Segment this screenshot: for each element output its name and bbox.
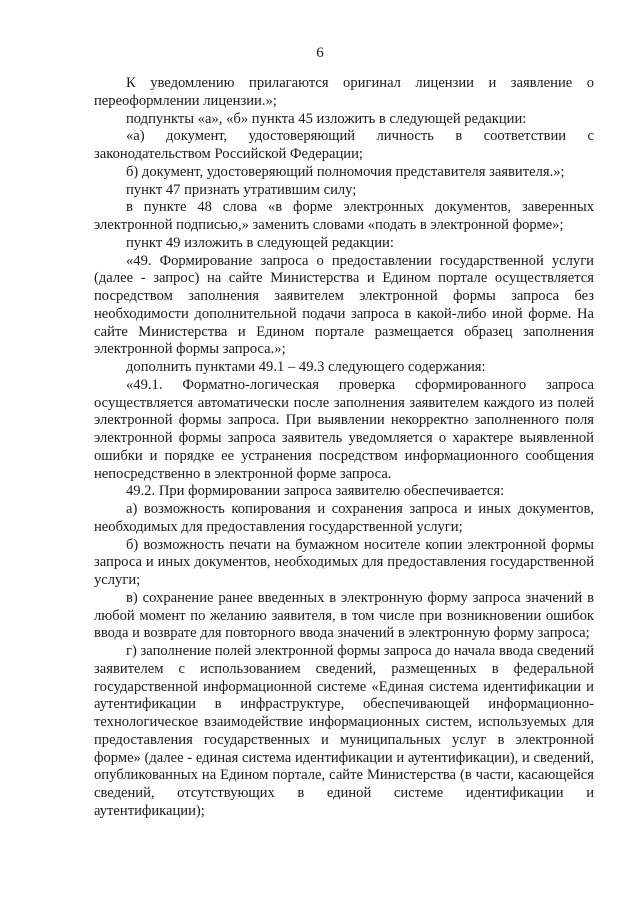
paragraph: «49.1. Форматно-логическая проверка сформированного запроса осуществляется автоматически после заполнения заявителем каждого из полей электронной формы запроса. При выявлении некорректно заполненного поля электронной формы запроса заявитель уведомляется о характере выявленной ошибки и порядке ее устранения посредством информационного сообщения непосредственно в электронной форме запроса. — [94, 376, 594, 482]
paragraph: 49.2. При формировании запроса заявителю обеспечивается: — [126, 483, 505, 500]
paragraph: подпункты «а», «б» пункта 45 изложить в следующей редакции: — [126, 110, 527, 127]
paragraph: в) сохранение ранее введенных в электронную форму запроса значений в любой момент по желанию заявителя, в том числе при возникновении ошибок ввода и возврате для повторного ввода значений в электронную форму запроса; — [94, 589, 594, 642]
paragraph: пункт 47 признать утратившим силу; — [126, 181, 357, 198]
paragraph: «а) документ, удостоверяющий личность в соответствии с законодательством Российской Федерации; — [94, 128, 594, 162]
paragraph: б) документ, удостоверяющий полномочия представителя заявителя.»; — [126, 163, 565, 180]
document-body — [94, 75, 594, 821]
paragraph: пункт 49 изложить в следующей редакции: — [126, 234, 394, 251]
page-number: 6 — [316, 45, 324, 61]
paragraph: дополнить пунктами 49.1 – 49.3 следующего содержания: — [126, 359, 486, 375]
paragraph: г) заполнение полей электронной формы запроса до начала ввода сведений заявителем с использованием сведений, размещенных в федеральной государственной информационной системе «Единая система идентификации и аутентификации в инфраструктуре, обеспечивающей информационно-технологическое взаимодействие информационных систем, используемых для предоставления государственных и муниципальных услуг в электронной форме» (далее - единая система идентификации и аутентификации), и сведений, опубликованных на Едином портале, сайте Министерства (в части, касающейся сведений, отсутствующих в единой системе идентификации и аутентификации); — [94, 643, 594, 819]
paragraph: в пункте 48 слова «в форме электронных документов, заверенных электронной подписью,» заменить словами «подать в электронной форме»; — [94, 199, 594, 233]
paragraph: «49. Формирование запроса о предоставлении государственной услуги (далее - запрос) на сайте Министерства и Едином портале осуществляется посредством заполнения заявителем электронной формы запроса без необходимости дополнительной подачи запроса в какой-либо иной форме. На сайте Министерства и Едином портале размещается образец заполнения электронной формы запроса.»; — [94, 252, 594, 358]
paragraph: б) возможность печати на бумажном носителе копии электронной формы запроса и иных документов, необходимых для предоставления государственной услуги; — [94, 536, 594, 588]
paragraph: а) возможность копирования и сохранения запроса и иных документов, необходимых для предоставления государственной услуги; — [94, 501, 594, 535]
paragraph: К уведомлению прилагаются оригинал лицензии и заявление о переоформлении лицензии.»; — [94, 75, 594, 109]
